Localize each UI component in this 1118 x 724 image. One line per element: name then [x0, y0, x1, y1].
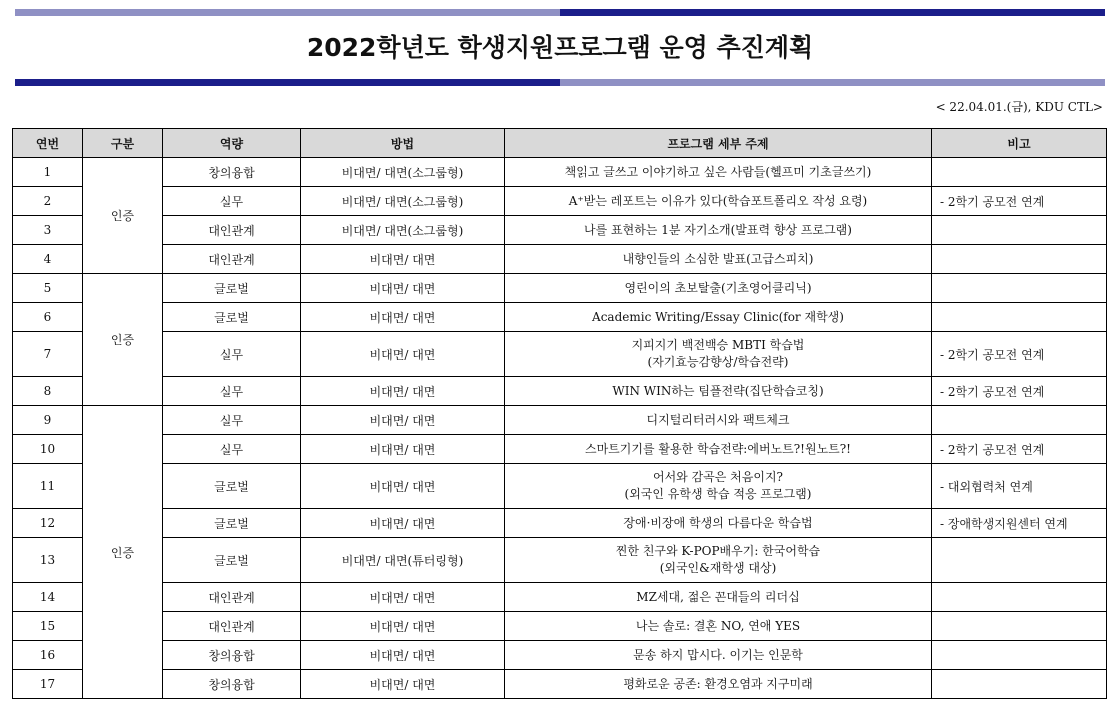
note-cell: - 장애학생지원센터 연계: [932, 509, 1107, 538]
topic-line: (자기효능감향상/학습전략): [647, 355, 789, 369]
topic-line: 책읽고 글쓰고 이야기하고 싶은 사람들(헬프미 기초글쓰기): [564, 164, 872, 179]
method-cell: 비대면/ 대면: [301, 406, 505, 435]
table-row: [13, 464, 1107, 509]
method-cell: 비대면/ 대면: [301, 435, 505, 464]
topic-line: 찐한 친구와 K-POP배우기: 한국어학습: [615, 544, 821, 558]
competency-cell: 글로벌: [163, 274, 301, 303]
method-cell: 비대면/ 대면(소그룹형): [301, 158, 505, 187]
topic-cell: [505, 509, 932, 538]
program-plan-table: [12, 128, 1107, 699]
row-number: 4: [13, 245, 83, 274]
document-date: < 22.04.01.(금), KDU CTL>: [935, 100, 1103, 114]
table-row: [13, 641, 1107, 670]
method-cell: 비대면/ 대면: [301, 641, 505, 670]
topic-line: 평화로운 공존: 환경오염과 지구미래: [623, 676, 813, 691]
category-cell: 인증: [83, 406, 163, 699]
competency-cell: 실무: [163, 377, 301, 406]
table-row: [13, 377, 1107, 406]
table-row: [13, 670, 1107, 699]
header-category: 구분: [83, 129, 163, 158]
table-row: [13, 245, 1107, 274]
table-row: [13, 406, 1107, 435]
competency-cell: 대인관계: [163, 245, 301, 274]
row-number: 3: [13, 216, 83, 245]
row-number: 5: [13, 274, 83, 303]
header-method: 방법: [301, 129, 505, 158]
topic-cell: [505, 464, 932, 509]
competency-cell: 창의융합: [163, 641, 301, 670]
method-cell: 비대면/ 대면: [301, 464, 505, 509]
topic-line: WIN WIN하는 팀플전략(집단학습코칭): [612, 383, 824, 398]
note-cell: [932, 245, 1107, 274]
topic-line: 디지털리터러시와 팩트체크: [646, 412, 790, 427]
note-cell: [932, 538, 1107, 583]
topic-line: Academic Writing/Essay Clinic(for 재학생): [592, 309, 844, 324]
note-cell: [932, 216, 1107, 245]
note-cell: [932, 406, 1107, 435]
note-cell: [932, 158, 1107, 187]
topic-line: 지피지기 백전백승 MBTI 학습법: [631, 338, 805, 352]
topic-cell: [505, 670, 932, 699]
method-cell: 비대면/ 대면: [301, 303, 505, 332]
method-cell: 비대면/ 대면: [301, 332, 505, 377]
row-number: 6: [13, 303, 83, 332]
note-cell: [932, 583, 1107, 612]
topic-line: 스마트기기를 활용한 학습전략:에버노트?!원노트?!: [584, 441, 852, 456]
topic-cell: [505, 187, 932, 216]
topic-cell: [505, 612, 932, 641]
decorative-bar-top-left: [15, 9, 560, 16]
header-topic: 프로그램 세부 주제: [505, 129, 932, 158]
row-number: 16: [13, 641, 83, 670]
row-number: 13: [13, 538, 83, 583]
table-row: [13, 303, 1107, 332]
row-number: 2: [13, 187, 83, 216]
decorative-bar-bottom-right: [560, 79, 1105, 86]
competency-cell: 창의융합: [163, 158, 301, 187]
note-cell: - 2학기 공모전 연계: [932, 435, 1107, 464]
topic-line: 내향인들의 소심한 발표(고급스피치): [622, 251, 814, 266]
competency-cell: 글로벌: [163, 538, 301, 583]
table-row: [13, 583, 1107, 612]
topic-line: 나는 솔로: 결혼 NO, 연애 YES: [635, 618, 801, 633]
competency-cell: 글로벌: [163, 303, 301, 332]
competency-cell: 창의융합: [163, 670, 301, 699]
competency-cell: 실무: [163, 435, 301, 464]
topic-line: (외국인 유학생 학습 적응 프로그램): [624, 487, 812, 501]
row-number: 1: [13, 158, 83, 187]
topic-cell: [505, 274, 932, 303]
category-cell: 인증: [83, 274, 163, 406]
competency-cell: 글로벌: [163, 509, 301, 538]
method-cell: 비대면/ 대면: [301, 509, 505, 538]
topic-cell: [505, 303, 932, 332]
header-note: 비고: [932, 129, 1107, 158]
row-number: 14: [13, 583, 83, 612]
row-number: 8: [13, 377, 83, 406]
method-cell: 비대면/ 대면: [301, 274, 505, 303]
table-row: [13, 187, 1107, 216]
topic-line: 장애·비장애 학생의 다름다운 학습법: [623, 515, 813, 530]
category-cell: 인증: [83, 158, 163, 274]
method-cell: 비대면/ 대면: [301, 377, 505, 406]
topic-cell: [505, 435, 932, 464]
table-row: [13, 538, 1107, 583]
competency-cell: 대인관계: [163, 583, 301, 612]
table-row: [13, 612, 1107, 641]
table-row: [13, 509, 1107, 538]
topic-line: (외국인&재학생 대상): [659, 561, 777, 575]
topic-line: 영린이의 초보탈출(기초영어클리닉): [624, 280, 812, 295]
note-cell: [932, 303, 1107, 332]
table-row: [13, 158, 1107, 187]
table-row: [13, 332, 1107, 377]
topic-cell: [505, 158, 932, 187]
note-cell: [932, 274, 1107, 303]
table-row: [13, 216, 1107, 245]
table-header-row: [13, 129, 1107, 158]
decorative-bar-bottom-left: [15, 79, 560, 86]
table-row: [13, 435, 1107, 464]
method-cell: 비대면/ 대면(소그룹형): [301, 187, 505, 216]
row-number: 9: [13, 406, 83, 435]
table-body: [13, 158, 1107, 699]
note-cell: - 2학기 공모전 연계: [932, 377, 1107, 406]
topic-line: MZ세대, 젊은 꼰대들의 리더십: [636, 589, 800, 604]
row-number: 10: [13, 435, 83, 464]
competency-cell: 글로벌: [163, 464, 301, 509]
method-cell: 비대면/ 대면(튜터링형): [301, 538, 505, 583]
row-number: 17: [13, 670, 83, 699]
topic-cell: [505, 406, 932, 435]
competency-cell: 실무: [163, 406, 301, 435]
note-cell: - 대외협력처 연계: [932, 464, 1107, 509]
row-number: 7: [13, 332, 83, 377]
header-competency: 역량: [163, 129, 301, 158]
topic-cell: [505, 332, 932, 377]
decorative-bar-top-right: [560, 9, 1105, 16]
topic-cell: [505, 377, 932, 406]
method-cell: 비대면/ 대면: [301, 670, 505, 699]
note-cell: [932, 612, 1107, 641]
method-cell: 비대면/ 대면: [301, 583, 505, 612]
method-cell: 비대면/ 대면: [301, 245, 505, 274]
competency-cell: 대인관계: [163, 612, 301, 641]
row-number: 11: [13, 464, 83, 509]
topic-cell: [505, 245, 932, 274]
competency-cell: 대인관계: [163, 216, 301, 245]
topic-line: A⁺받는 레포트는 이유가 있다(학습포트폴리오 작성 요령): [568, 193, 868, 208]
topic-line: 문송 하지 맙시다. 이기는 인문학: [633, 647, 803, 662]
competency-cell: 실무: [163, 187, 301, 216]
topic-line: 어서와 감곡은 처음이지?: [653, 470, 783, 484]
row-number: 12: [13, 509, 83, 538]
topic-cell: [505, 641, 932, 670]
note-cell: [932, 670, 1107, 699]
header-no: 연번: [13, 129, 83, 158]
topic-cell: [505, 538, 932, 583]
topic-cell: [505, 216, 932, 245]
note-cell: - 2학기 공모전 연계: [932, 332, 1107, 377]
topic-line: 나를 표현하는 1분 자기소개(발표력 향상 프로그램): [584, 222, 852, 237]
document-title: 2022학년도 학생지원프로그램 운영 추진계획: [306, 33, 814, 62]
note-cell: [932, 641, 1107, 670]
topic-cell: [505, 583, 932, 612]
table-row: [13, 274, 1107, 303]
note-cell: - 2학기 공모전 연계: [932, 187, 1107, 216]
method-cell: 비대면/ 대면: [301, 612, 505, 641]
competency-cell: 실무: [163, 332, 301, 377]
row-number: 15: [13, 612, 83, 641]
method-cell: 비대면/ 대면(소그룹형): [301, 216, 505, 245]
